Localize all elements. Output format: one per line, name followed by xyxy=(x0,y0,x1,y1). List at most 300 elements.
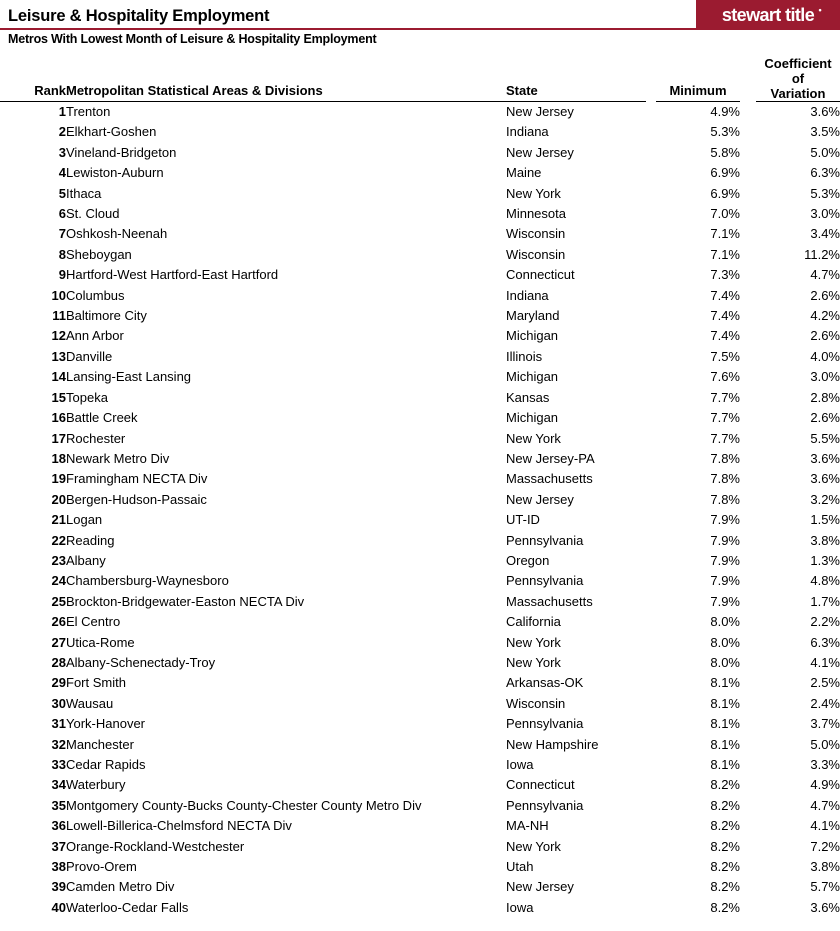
employment-table xyxy=(0,56,840,918)
cell-minimum: 7.9% xyxy=(710,512,740,528)
table-row xyxy=(0,837,840,857)
cell-state: Michigan xyxy=(506,410,559,426)
cell-msa: Waterloo-Cedar Falls xyxy=(66,899,189,915)
cell-state: Pennsylvania xyxy=(506,532,584,548)
cell-msa: Cedar Rapids xyxy=(66,757,146,772)
cell-state: Maine xyxy=(506,165,542,181)
cell-rank: 11 xyxy=(52,308,66,324)
cell-gap-2 xyxy=(740,102,756,123)
table-row xyxy=(0,449,840,469)
cell-gap-2 xyxy=(740,510,756,530)
column-header-minimum: Minimum xyxy=(656,56,740,102)
cell-msa: Lansing-East Lansing xyxy=(66,369,192,385)
cell-gap-1 xyxy=(646,245,656,265)
cell-cv: 3.2% xyxy=(810,491,840,507)
cell-rank: 31 xyxy=(51,716,66,732)
cell-gap-1 xyxy=(646,286,656,306)
cell-state: Minnesota xyxy=(506,206,566,222)
table-row xyxy=(0,102,840,123)
cell-cv: 4.2% xyxy=(810,308,840,324)
column-header-coefficient-of-variation xyxy=(756,56,840,102)
cell-cv: 2.2% xyxy=(810,614,840,630)
table-row xyxy=(0,755,840,775)
cell-cv: 5.5% xyxy=(810,430,840,446)
cell-gap-2 xyxy=(740,531,756,551)
cell-msa: Fort Smith xyxy=(66,675,126,691)
cell-minimum: 8.2% xyxy=(710,899,740,915)
cell-minimum: 7.9% xyxy=(710,532,740,548)
cell-state: Indiana xyxy=(506,287,549,303)
cell-gap-2 xyxy=(740,796,756,816)
cell-minimum: 7.4% xyxy=(710,328,740,344)
title-divider xyxy=(0,28,700,30)
cell-cv: 3.0% xyxy=(810,206,840,222)
cell-state: Indiana xyxy=(506,124,549,140)
cell-gap-1 xyxy=(646,633,656,653)
table-row xyxy=(0,224,840,244)
table-row xyxy=(0,429,840,449)
cell-cv: 2.5% xyxy=(810,675,840,691)
cell-state: Kansas xyxy=(506,389,550,405)
cell-gap-2 xyxy=(740,735,756,755)
cell-msa: Baltimore City xyxy=(66,308,147,324)
cell-minimum: 8.2% xyxy=(710,838,740,854)
cell-rank: 40 xyxy=(51,899,66,915)
cell-minimum: 8.1% xyxy=(710,716,740,732)
cell-rank: 33 xyxy=(51,757,66,772)
cell-state: New York xyxy=(506,634,561,650)
cell-minimum: 8.2% xyxy=(710,797,740,813)
cell-cv: 4.7% xyxy=(810,267,840,283)
cell-rank: 1 xyxy=(58,104,66,119)
cell-cv: 6.3% xyxy=(810,634,840,650)
cell-rank: 12 xyxy=(51,328,66,344)
cell-rank: 5 xyxy=(58,185,66,201)
cell-gap-1 xyxy=(646,347,656,367)
cell-gap-1 xyxy=(646,163,656,183)
cell-msa: Montgomery County-Bucks County-Chester County Metro Div xyxy=(66,797,422,813)
cell-state: New York xyxy=(506,430,561,446)
cell-state: Wisconsin xyxy=(506,226,566,242)
page-subtitle: Metros With Lowest Month of Leisure & Hospitality Employment xyxy=(8,32,377,46)
cell-minimum: 8.0% xyxy=(710,614,740,630)
cell-gap-1 xyxy=(646,735,656,755)
cell-cv: 3.5% xyxy=(810,124,840,140)
cell-cv: 2.8% xyxy=(810,389,840,405)
cell-gap-2 xyxy=(740,755,756,775)
table-row xyxy=(0,347,840,367)
cell-state: MA-NH xyxy=(506,818,549,834)
cell-msa: Wausau xyxy=(66,695,114,711)
cell-rank: 3 xyxy=(58,144,66,160)
cell-gap-2 xyxy=(740,673,756,693)
cell-rank: 20 xyxy=(51,491,66,507)
table-row xyxy=(0,510,840,530)
cell-msa: Provo-Orem xyxy=(66,859,137,875)
cell-gap-2 xyxy=(740,306,756,326)
table-row xyxy=(0,857,840,877)
cell-gap-1 xyxy=(646,877,656,897)
cell-gap-2 xyxy=(740,408,756,428)
cell-state: UT-ID xyxy=(506,512,540,528)
cell-cv: 3.6% xyxy=(810,104,840,119)
cell-gap-2 xyxy=(740,592,756,612)
cell-gap-2 xyxy=(740,429,756,449)
cell-rank: 27 xyxy=(51,634,66,650)
cell-minimum: 7.1% xyxy=(710,246,740,262)
cell-gap-1 xyxy=(646,612,656,632)
cell-gap-2 xyxy=(740,163,756,183)
cell-cv: 1.5% xyxy=(810,512,840,528)
cell-cv: 3.8% xyxy=(810,859,840,875)
cell-gap-2 xyxy=(740,571,756,591)
cell-state: New York xyxy=(506,185,561,201)
cell-gap-1 xyxy=(646,531,656,551)
table-row xyxy=(0,143,840,163)
cell-gap-2 xyxy=(740,714,756,734)
cell-cv: 3.7% xyxy=(810,716,840,732)
cell-rank: 29 xyxy=(51,675,66,691)
cell-cv: 3.6% xyxy=(810,450,840,466)
cell-gap-1 xyxy=(646,408,656,428)
cell-cv: 5.0% xyxy=(810,144,840,160)
cell-minimum: 8.2% xyxy=(710,879,740,895)
cell-minimum: 6.9% xyxy=(710,185,740,201)
cell-minimum: 8.0% xyxy=(710,634,740,650)
cell-gap-2 xyxy=(740,143,756,163)
cell-gap-1 xyxy=(646,326,656,346)
cell-msa: Lowell-Billerica-Chelmsford NECTA Div xyxy=(66,818,292,834)
table-row xyxy=(0,306,840,326)
cell-state: New Jersey xyxy=(506,491,574,507)
cell-rank: 37 xyxy=(51,838,66,854)
table-row xyxy=(0,326,840,346)
table-row xyxy=(0,388,840,408)
cell-gap-2 xyxy=(740,347,756,367)
cell-gap-1 xyxy=(646,306,656,326)
cell-gap-2 xyxy=(740,224,756,244)
cell-msa: Hartford-West Hartford-East Hartford xyxy=(66,267,279,283)
cell-msa: Albany-Schenectady-Troy xyxy=(66,654,216,670)
table-row xyxy=(0,816,840,836)
cell-gap-2 xyxy=(740,388,756,408)
cell-minimum: 7.9% xyxy=(710,593,740,609)
cell-rank: 2 xyxy=(58,124,66,140)
cell-state: Massachusetts xyxy=(506,593,593,609)
cell-gap-1 xyxy=(646,429,656,449)
cell-state: Iowa xyxy=(506,899,534,915)
cell-state: New Hampshire xyxy=(506,736,599,752)
cell-msa: Brockton-Bridgewater-Easton NECTA Div xyxy=(66,593,305,609)
table-row xyxy=(0,204,840,224)
cell-rank: 26 xyxy=(51,614,66,630)
cell-minimum: 5.8% xyxy=(710,144,740,160)
cell-minimum: 7.7% xyxy=(710,389,740,405)
table-row xyxy=(0,122,840,142)
cell-rank: 19 xyxy=(51,471,66,487)
cell-minimum: 7.7% xyxy=(710,410,740,426)
cell-gap-1 xyxy=(646,898,656,918)
table-row xyxy=(0,694,840,714)
cell-state: New York xyxy=(506,654,561,670)
cell-msa: Orange-Rockland-Westchester xyxy=(66,838,245,854)
table-row xyxy=(0,286,840,306)
cell-cv: 5.3% xyxy=(810,185,840,201)
cell-gap-1 xyxy=(646,367,656,387)
cell-gap-2 xyxy=(740,367,756,387)
cell-gap-2 xyxy=(740,204,756,224)
cell-gap-1 xyxy=(646,755,656,775)
cell-cv: 3.4% xyxy=(810,226,840,242)
cell-rank: 38 xyxy=(51,859,66,875)
cell-gap-2 xyxy=(740,653,756,673)
cell-state: New Jersey xyxy=(506,104,574,119)
cell-gap-1 xyxy=(646,775,656,795)
cell-gap-2 xyxy=(740,551,756,571)
cell-cv: 5.7% xyxy=(810,879,840,895)
cell-state: Oregon xyxy=(506,552,550,568)
cell-msa: Bergen-Hudson-Passaic xyxy=(66,491,207,507)
table-row xyxy=(0,653,840,673)
cell-gap-1 xyxy=(646,592,656,612)
cell-cv: 3.3% xyxy=(810,757,840,772)
cell-rank: 24 xyxy=(51,573,66,589)
cell-rank: 14 xyxy=(51,369,66,385)
cell-gap-2 xyxy=(740,816,756,836)
table-row xyxy=(0,367,840,387)
registration-mark-icon: • xyxy=(818,5,822,15)
cell-gap-1 xyxy=(646,122,656,142)
cell-state: California xyxy=(506,614,561,630)
page-title: Leisure & Hospitality Employment xyxy=(8,7,270,25)
table-header xyxy=(0,56,840,102)
cell-minimum: 8.1% xyxy=(710,695,740,711)
table-row xyxy=(0,531,840,551)
cell-gap-2 xyxy=(740,837,756,857)
cell-msa: Newark Metro Div xyxy=(66,450,170,466)
cell-minimum: 8.2% xyxy=(710,777,740,793)
cell-msa: Elkhart-Goshen xyxy=(66,124,157,140)
cell-gap-1 xyxy=(646,265,656,285)
table-row xyxy=(0,796,840,816)
cell-rank: 22 xyxy=(51,532,66,548)
cell-cv: 2.4% xyxy=(810,695,840,711)
cell-gap-2 xyxy=(740,286,756,306)
cell-minimum: 7.5% xyxy=(710,348,740,364)
cell-msa: Lewiston-Auburn xyxy=(66,165,164,181)
cell-state: Maryland xyxy=(506,308,560,324)
table-row xyxy=(0,898,840,918)
cv-header-line-1: Coefficient xyxy=(764,56,832,71)
cell-msa: Columbus xyxy=(66,287,125,303)
cell-rank: 8 xyxy=(58,246,66,262)
cell-minimum: 8.1% xyxy=(710,675,740,691)
cell-rank: 35 xyxy=(51,797,66,813)
cell-gap-1 xyxy=(646,673,656,693)
cell-cv: 4.1% xyxy=(810,818,840,834)
cell-msa: Chambersburg-Waynesboro xyxy=(66,573,229,589)
cell-msa: Ithaca xyxy=(66,185,102,201)
cell-msa: Utica-Rome xyxy=(66,634,135,650)
cell-rank: 28 xyxy=(51,654,66,670)
logo-label: stewart title xyxy=(721,5,815,25)
table-row xyxy=(0,490,840,510)
cell-minimum: 8.1% xyxy=(710,736,740,752)
cell-msa: Logan xyxy=(66,512,103,528)
cell-state: New Jersey xyxy=(506,144,574,160)
cell-gap-1 xyxy=(646,551,656,571)
cell-gap-2 xyxy=(740,877,756,897)
cell-minimum: 7.9% xyxy=(710,552,740,568)
cell-minimum: 8.2% xyxy=(710,818,740,834)
table-row xyxy=(0,184,840,204)
cell-state: Utah xyxy=(506,859,534,875)
cell-cv: 3.0% xyxy=(810,369,840,385)
cell-minimum: 4.9% xyxy=(710,104,740,119)
cell-msa: Danville xyxy=(66,348,113,364)
column-header-gap-1 xyxy=(646,56,656,102)
table-header-row xyxy=(0,56,840,102)
table-row xyxy=(0,245,840,265)
cell-msa: Topeka xyxy=(66,389,108,405)
cell-gap-1 xyxy=(646,510,656,530)
cell-msa: Rochester xyxy=(66,430,126,446)
column-header-rank: Rank xyxy=(0,56,66,102)
cell-state: Wisconsin xyxy=(506,695,566,711)
cell-rank: 4 xyxy=(58,165,66,181)
cell-gap-1 xyxy=(646,224,656,244)
table-row xyxy=(0,592,840,612)
cell-state: Arkansas-OK xyxy=(506,675,584,691)
table-row xyxy=(0,612,840,632)
cell-gap-2 xyxy=(740,633,756,653)
cell-minimum: 7.4% xyxy=(710,287,740,303)
cell-cv: 3.6% xyxy=(810,899,840,915)
cell-state: Pennsylvania xyxy=(506,797,584,813)
cell-gap-2 xyxy=(740,184,756,204)
cv-header-line-2: of xyxy=(791,71,805,86)
cell-minimum: 7.3% xyxy=(710,267,740,283)
cell-rank: 32 xyxy=(51,736,66,752)
cell-state: Iowa xyxy=(506,757,534,772)
cell-rank: 23 xyxy=(51,552,66,568)
cell-gap-1 xyxy=(646,184,656,204)
cell-rank: 36 xyxy=(51,818,66,834)
cell-state: New Jersey-PA xyxy=(506,450,595,466)
cell-gap-2 xyxy=(740,612,756,632)
cell-state: Pennsylvania xyxy=(506,573,584,589)
cell-gap-1 xyxy=(646,837,656,857)
cell-cv: 2.6% xyxy=(810,328,840,344)
column-header-gap-2 xyxy=(740,56,756,102)
table-row xyxy=(0,265,840,285)
cell-rank: 18 xyxy=(51,450,66,466)
cell-state: Massachusetts xyxy=(506,471,593,487)
cell-minimum: 7.6% xyxy=(710,369,740,385)
table-row xyxy=(0,673,840,693)
cell-state: Michigan xyxy=(506,369,559,385)
cell-state: Connecticut xyxy=(506,777,575,793)
cell-msa: Manchester xyxy=(66,736,134,752)
cell-minimum: 7.8% xyxy=(710,491,740,507)
cell-msa: Albany xyxy=(66,552,106,568)
cell-gap-2 xyxy=(740,775,756,795)
cell-rank: 21 xyxy=(51,512,66,528)
cell-cv: 7.2% xyxy=(810,838,840,854)
cell-gap-2 xyxy=(740,122,756,142)
cell-minimum: 7.1% xyxy=(710,226,740,242)
cell-rank: 17 xyxy=(51,430,66,446)
table-row xyxy=(0,877,840,897)
cell-gap-2 xyxy=(740,490,756,510)
logo-wordmark xyxy=(721,5,822,25)
stewart-title-logo xyxy=(696,0,840,30)
cell-msa: Sheboygan xyxy=(66,246,132,262)
cell-minimum: 8.2% xyxy=(710,859,740,875)
cell-gap-1 xyxy=(646,694,656,714)
cell-msa: Reading xyxy=(66,532,115,548)
cell-gap-2 xyxy=(740,449,756,469)
table-row xyxy=(0,469,840,489)
cell-gap-1 xyxy=(646,388,656,408)
table-row xyxy=(0,408,840,428)
cell-msa: El Centro xyxy=(66,614,121,630)
cell-gap-2 xyxy=(740,326,756,346)
cell-minimum: 5.3% xyxy=(710,124,740,140)
cell-cv: 3.6% xyxy=(810,471,840,487)
cell-cv: 1.7% xyxy=(810,593,840,609)
cell-msa: York-Hanover xyxy=(66,716,146,732)
cell-state: Illinois xyxy=(506,348,543,364)
cell-gap-2 xyxy=(740,857,756,877)
cell-cv: 11.2% xyxy=(804,246,840,262)
cell-cv: 2.6% xyxy=(810,287,840,303)
cell-gap-1 xyxy=(646,204,656,224)
cell-cv: 4.9% xyxy=(810,777,840,793)
cell-gap-1 xyxy=(646,469,656,489)
cell-msa: Ann Arbor xyxy=(66,328,124,344)
cell-msa: Oshkosh-Neenah xyxy=(66,226,168,242)
cell-cv: 5.0% xyxy=(810,736,840,752)
cell-state: Pennsylvania xyxy=(506,716,584,732)
cell-state: Connecticut xyxy=(506,267,575,283)
cell-gap-1 xyxy=(646,449,656,469)
table-row xyxy=(0,551,840,571)
cell-cv: 6.3% xyxy=(810,165,840,181)
cell-state: Michigan xyxy=(506,328,559,344)
cell-rank: 7 xyxy=(58,226,66,242)
cell-gap-1 xyxy=(646,490,656,510)
table-row xyxy=(0,714,840,734)
cell-cv: 4.0% xyxy=(810,348,840,364)
cell-rank: 10 xyxy=(51,287,66,303)
cell-msa: Waterbury xyxy=(66,777,126,793)
cell-gap-2 xyxy=(740,694,756,714)
table-row xyxy=(0,775,840,795)
cell-minimum: 7.0% xyxy=(710,206,740,222)
cell-state: Wisconsin xyxy=(506,246,566,262)
cell-rank: 30 xyxy=(51,695,66,711)
cell-rank: 25 xyxy=(51,593,66,609)
cell-gap-2 xyxy=(740,469,756,489)
cell-cv: 3.8% xyxy=(810,532,840,548)
cell-minimum: 7.9% xyxy=(710,573,740,589)
cell-gap-2 xyxy=(740,245,756,265)
cell-gap-2 xyxy=(740,265,756,285)
cell-gap-1 xyxy=(646,816,656,836)
cell-minimum: 7.4% xyxy=(710,308,740,324)
cell-cv: 1.3% xyxy=(810,552,840,568)
